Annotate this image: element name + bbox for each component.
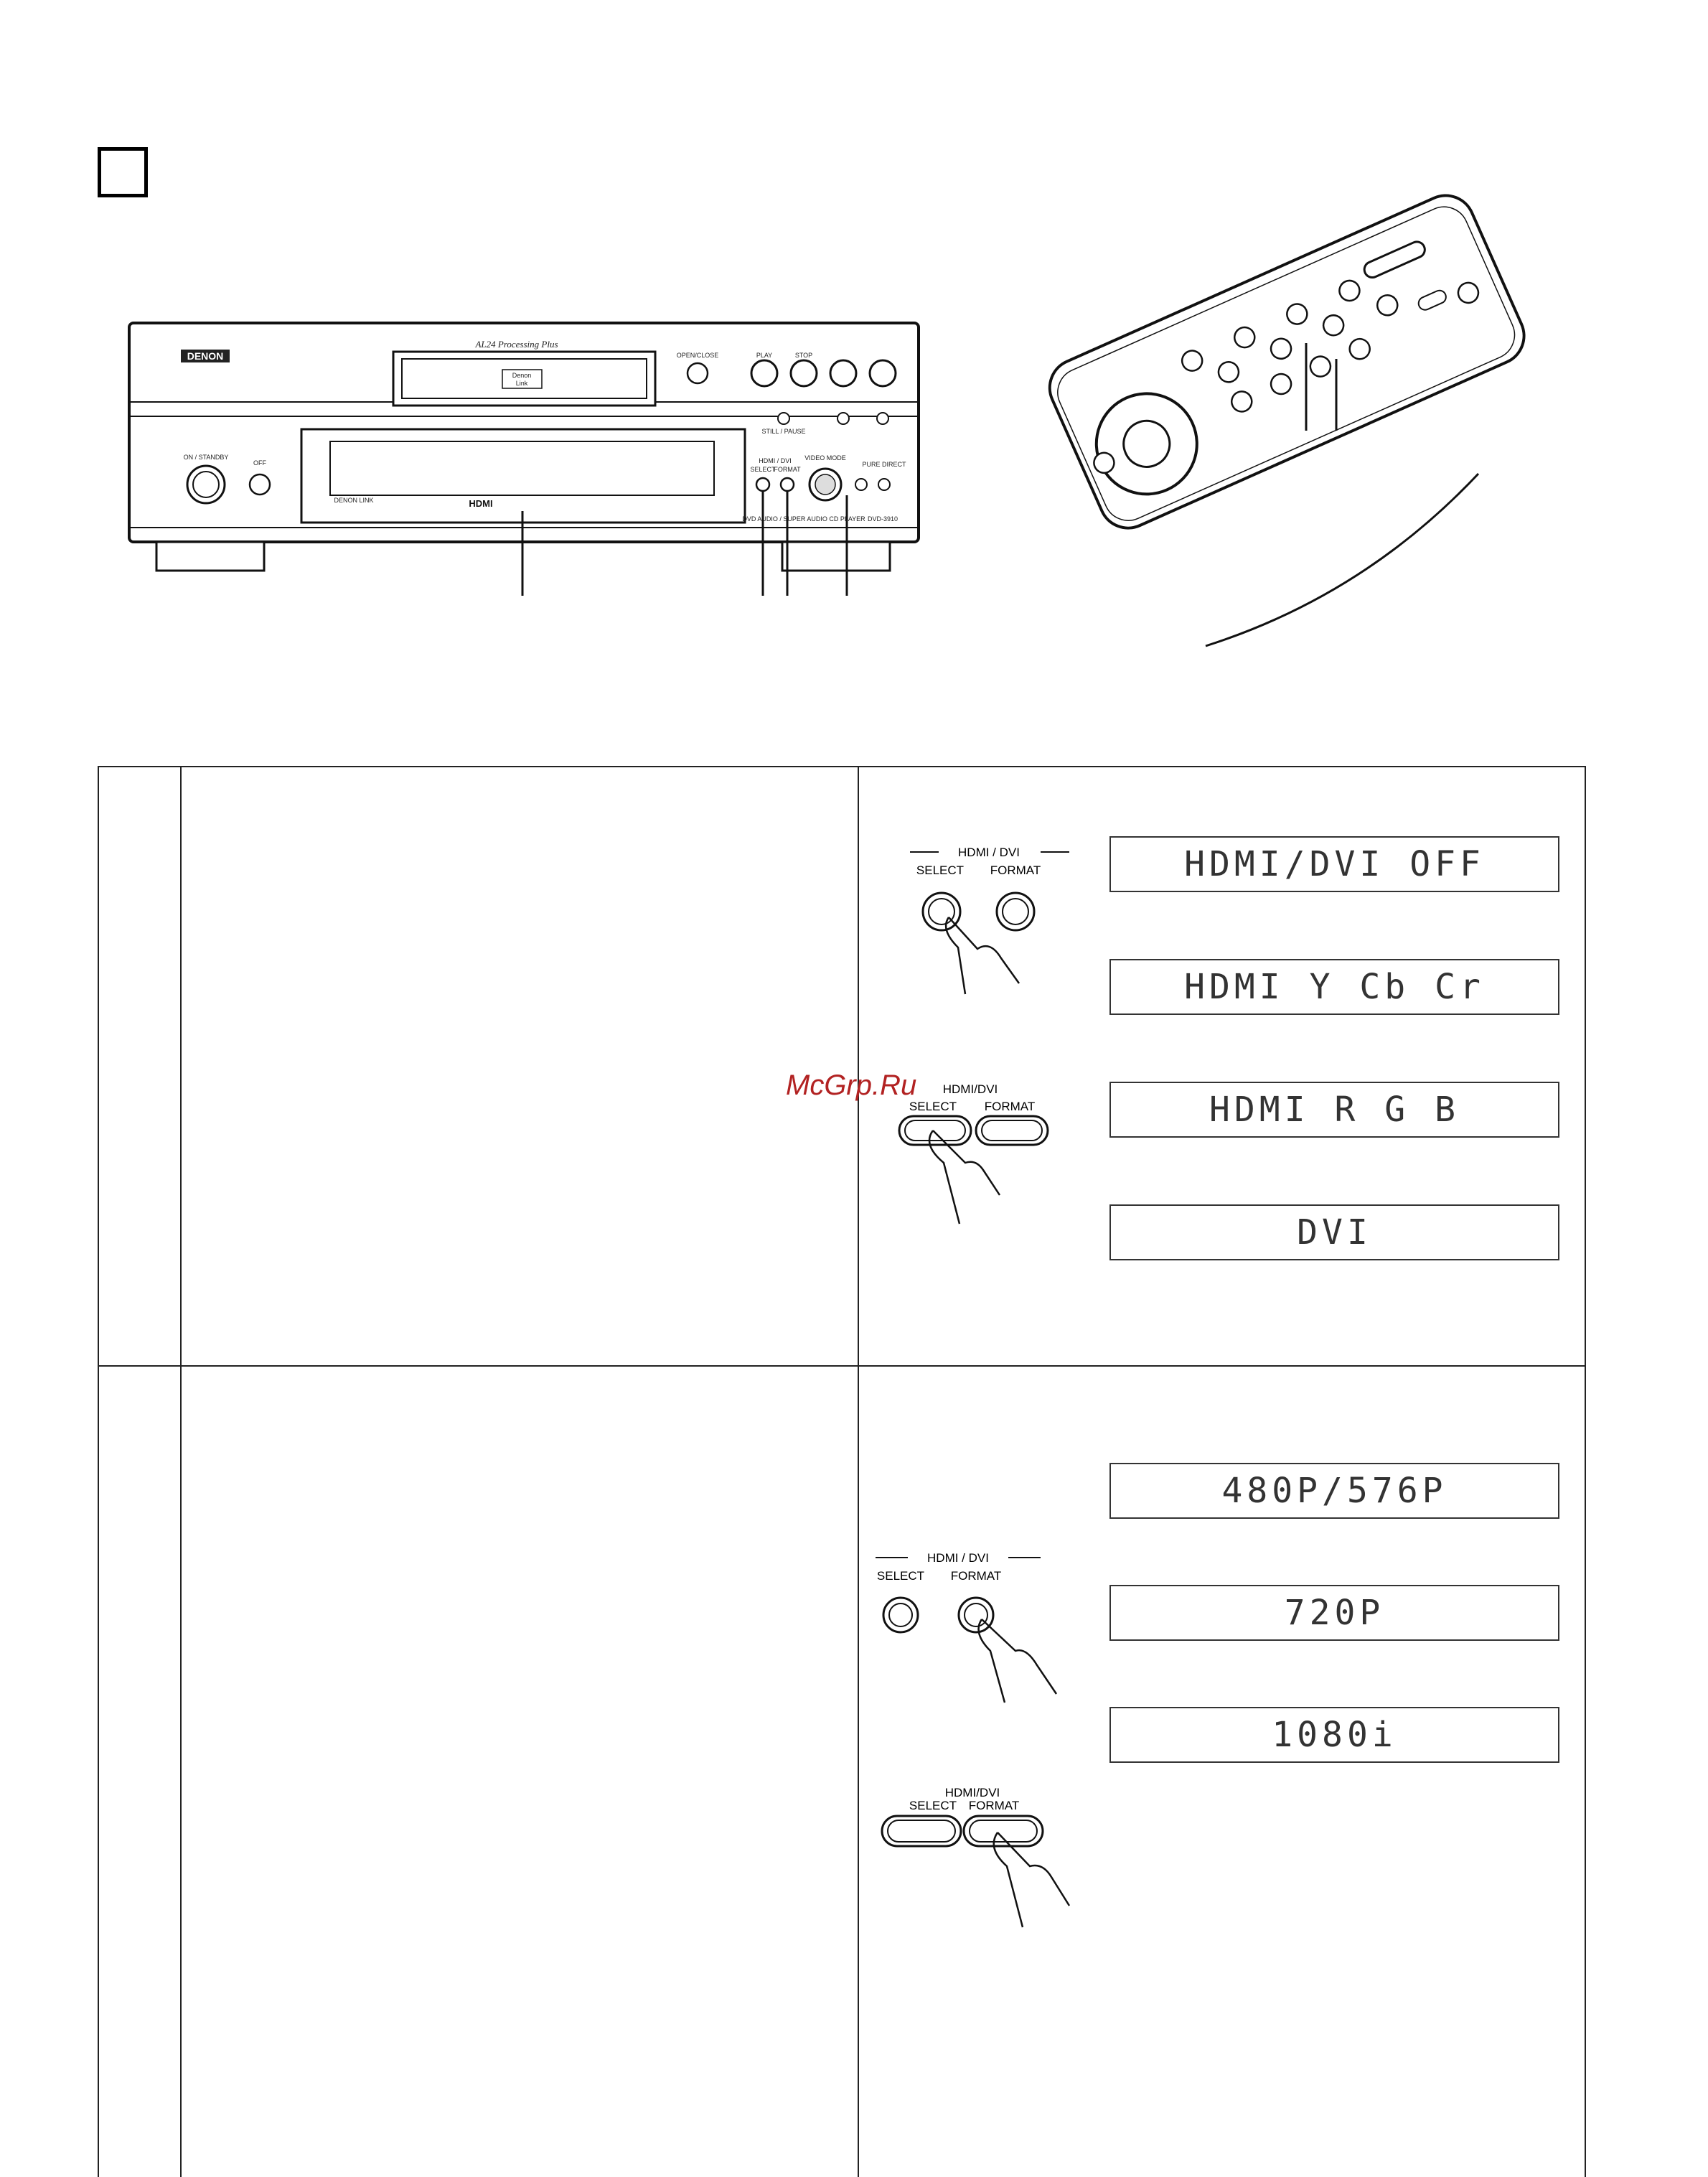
- panel-select-button: [756, 478, 769, 491]
- lcd-display: [1109, 1707, 1559, 1763]
- s2-format-label: FORMAT: [950, 1569, 1002, 1583]
- denon-link-label: DENON LINK: [334, 497, 374, 504]
- lcd-text: 720P: [1284, 1593, 1385, 1633]
- skip-back-button: [830, 360, 856, 386]
- video-mode-label: VIDEO MODE: [804, 454, 846, 462]
- s1-remote-label: HDMI/DVI: [942, 1082, 998, 1096]
- format-button-illustration: [868, 1543, 1084, 1708]
- pure-direct-label: PURE DIRECT: [862, 461, 906, 468]
- select-button-illustration: [897, 833, 1076, 1012]
- table-col-divider-1: [180, 766, 182, 2177]
- s2-finger-press: [979, 1619, 1056, 1703]
- s2-remote-label: HDMI/DVI: [944, 1786, 1000, 1799]
- remote-control: [1041, 187, 1533, 538]
- hdmi-logo-text: HDMI: [469, 498, 493, 509]
- still-pause-label: STILL / PAUSE: [761, 428, 806, 435]
- panel-hdmi-dvi-label: HDMI / DVI: [759, 457, 792, 464]
- lcd-display: [1109, 836, 1559, 892]
- lcd-display: [1109, 1204, 1559, 1260]
- lcd-text: HDMI R G B: [1209, 1090, 1460, 1130]
- s1-select-label: SELECT: [916, 863, 965, 877]
- table-row-divider: [98, 1365, 1586, 1367]
- lcd-display: [1109, 1082, 1559, 1138]
- lcd-text: DVI: [1297, 1212, 1372, 1253]
- stop-button: [791, 360, 817, 386]
- on-standby-label: ON / STANDBY: [183, 454, 229, 461]
- stop-label: STOP: [794, 352, 813, 359]
- off-label: OFF: [253, 459, 266, 467]
- player-illustration: [0, 0, 1708, 660]
- remote-select-illustration: [893, 1080, 1080, 1231]
- s2-remote-format: FORMAT: [968, 1799, 1020, 1812]
- open-close-button: [688, 363, 708, 383]
- lcd-display: [1109, 1463, 1559, 1519]
- play-button: [751, 360, 777, 386]
- lcd-display: [1109, 959, 1559, 1015]
- lcd-text: HDMI Y Cb Cr: [1184, 967, 1485, 1007]
- remote-format-illustration: [879, 1784, 1094, 1934]
- model-label: DVD-3910: [867, 515, 898, 523]
- lcd-text: HDMI/DVI OFF: [1184, 844, 1485, 884]
- s1-remote-format: FORMAT: [984, 1100, 1036, 1113]
- s1-format-label: FORMAT: [990, 863, 1041, 877]
- s1-hdmi-dvi-label: HDMI / DVI: [958, 846, 1020, 859]
- panel-format-label: FORMAT: [774, 466, 801, 473]
- brand-logo: DENON: [187, 350, 224, 362]
- play-label: PLAY: [756, 352, 773, 359]
- s1-remote-select: SELECT: [909, 1100, 957, 1113]
- panel-select-label: SELECT: [750, 466, 776, 473]
- lcd-text: 1080i: [1272, 1715, 1397, 1755]
- table-col-divider-2: [858, 766, 859, 2177]
- lcd-text: 480P/576P: [1221, 1471, 1447, 1511]
- panel-format-button: [781, 478, 794, 491]
- skip-forward-button: [870, 360, 896, 386]
- footer-text: DVD AUDIO / SUPER AUDIO CD PLAYER: [742, 515, 865, 523]
- open-close-label: OPEN/CLOSE: [676, 352, 719, 359]
- s2-hdmi-dvi-label: HDMI / DVI: [927, 1551, 989, 1565]
- tagline: AL24 Processing Plus: [475, 339, 558, 350]
- lcd-display: [1109, 1585, 1559, 1641]
- tray-badge-2: Link: [515, 380, 528, 387]
- watermark: McGrp.Ru: [786, 1069, 917, 1101]
- tray-badge-1: Denon: [512, 372, 532, 379]
- s2-select-label: SELECT: [876, 1569, 925, 1583]
- s2-remote-select: SELECT: [909, 1799, 957, 1812]
